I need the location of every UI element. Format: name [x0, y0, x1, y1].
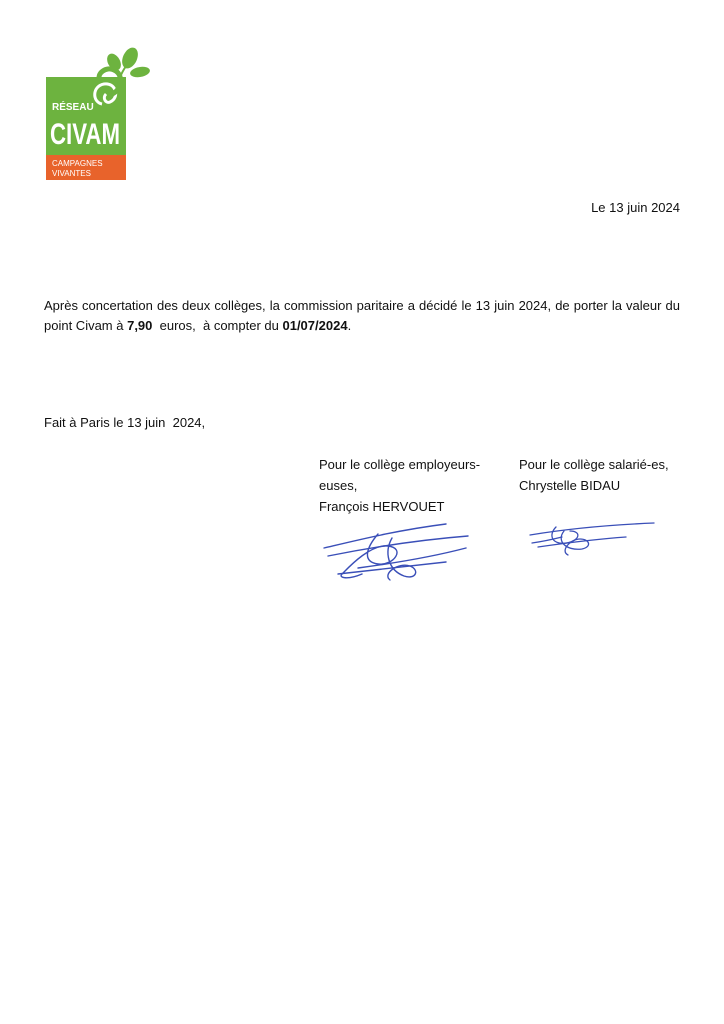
- place-and-date: Fait à Paris le 13 juin 2024,: [44, 415, 206, 430]
- employer-signatory-name: François HERVOUET: [319, 499, 445, 514]
- paragraph-part-1: Après concertation des deux collèges, la commission paritaire a décidé le 13 juin 2024, de porter la valeur du point Civam à: [44, 298, 680, 333]
- paragraph-part-2: euros, à compter du: [152, 318, 283, 333]
- employee-college-line-1: Pour le collège salarié-es,: [519, 457, 669, 472]
- paragraph-part-3: .: [347, 318, 352, 333]
- civam-logo: [44, 44, 150, 182]
- employee-signatory-block: [519, 454, 699, 496]
- logo-text-vivantes: VIVANTES: [52, 169, 91, 178]
- employee-signature: [526, 517, 658, 563]
- logo-text-civam: CIVAM: [50, 118, 120, 151]
- employer-signature: [318, 518, 486, 590]
- logo-text-campagnes: CAMPAGNES: [52, 159, 103, 168]
- logo-text-reseau: RÉSEAU: [52, 102, 94, 113]
- document-date: Le 13 juin 2024: [591, 200, 680, 215]
- point-value: 7,90: [127, 318, 153, 333]
- employer-college-line-2: euses,: [319, 478, 358, 493]
- decision-paragraph: [44, 296, 680, 336]
- employee-signatory-name: Chrystelle BIDAU: [519, 478, 621, 493]
- effective-date: 01/07/2024: [282, 318, 348, 333]
- employer-signatory-block: [319, 454, 504, 517]
- employer-college-line-1: Pour le collège employeurs-: [319, 457, 481, 472]
